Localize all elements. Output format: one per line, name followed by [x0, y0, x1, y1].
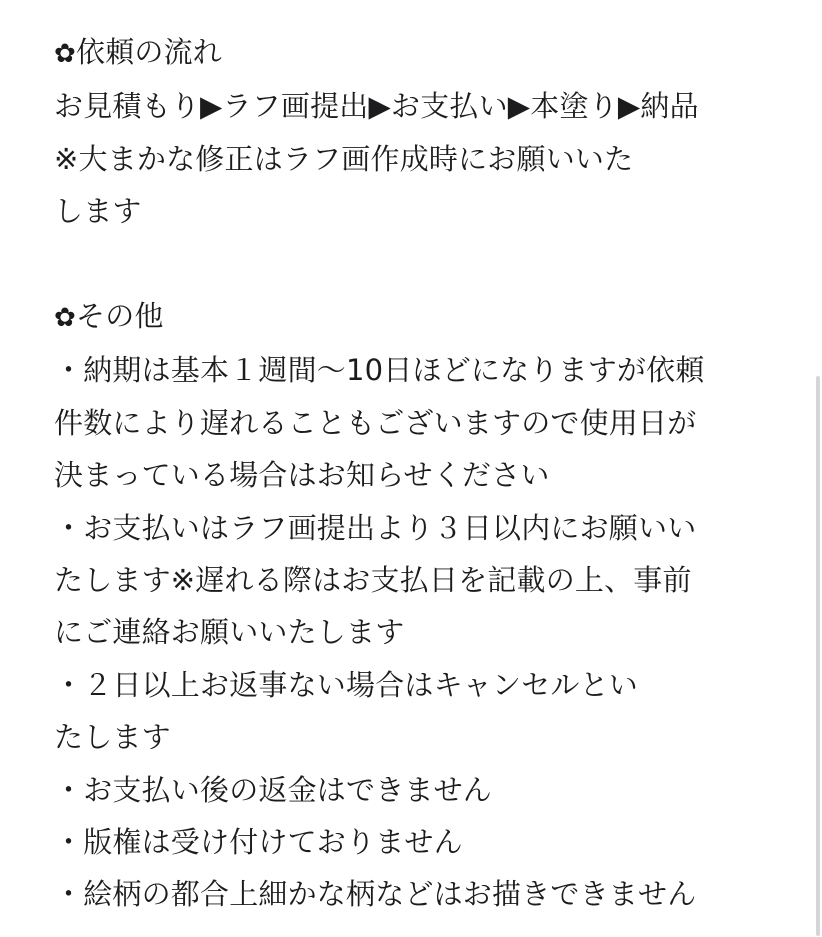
blank-line	[54, 238, 794, 290]
vertical-scrollbar[interactable]	[816, 376, 820, 936]
text-line: にご連絡お願いいたします	[54, 615, 405, 650]
flower-icon: ✿	[54, 39, 76, 69]
text-line: ・２日以上お返事ない場合はキャンセルとい	[54, 667, 639, 702]
text-line: お見積もり▶ラフ画提出▶お支払い▶本塗り▶納品	[54, 89, 699, 124]
text-line: ・お支払い後の返金はできません	[54, 772, 493, 807]
section-heading-flow	[54, 26, 794, 80]
flower-icon: ✿	[54, 303, 76, 334]
text-line: 件数により遅れることもございますので使用日が	[54, 405, 697, 440]
text-line: ※大まかな修正はラフ画作成時にお願いいた	[54, 141, 634, 176]
heading-text: その他	[76, 299, 164, 334]
text-line: します	[54, 194, 142, 229]
text-line: ・お支払いはラフ画提出より３日以内にお願いい	[54, 510, 697, 545]
text-line: 決まっている場合はお知らせください	[54, 458, 550, 493]
note-body	[54, 26, 794, 921]
text-line: たします※遅れる際はお支払日を記載の上、事前	[54, 563, 692, 598]
text-line: ・絵柄の都合上細かな柄などはお描きできません	[54, 877, 697, 912]
section-heading-other	[54, 290, 794, 344]
text-line: ・納期は基本１週間〜10日ほどになりますが依頼	[54, 353, 705, 388]
heading-text: 依頼の流れ	[76, 35, 223, 69]
text-line: ・版権は受け付けておりません	[54, 825, 463, 860]
text-line: たします	[54, 720, 171, 755]
